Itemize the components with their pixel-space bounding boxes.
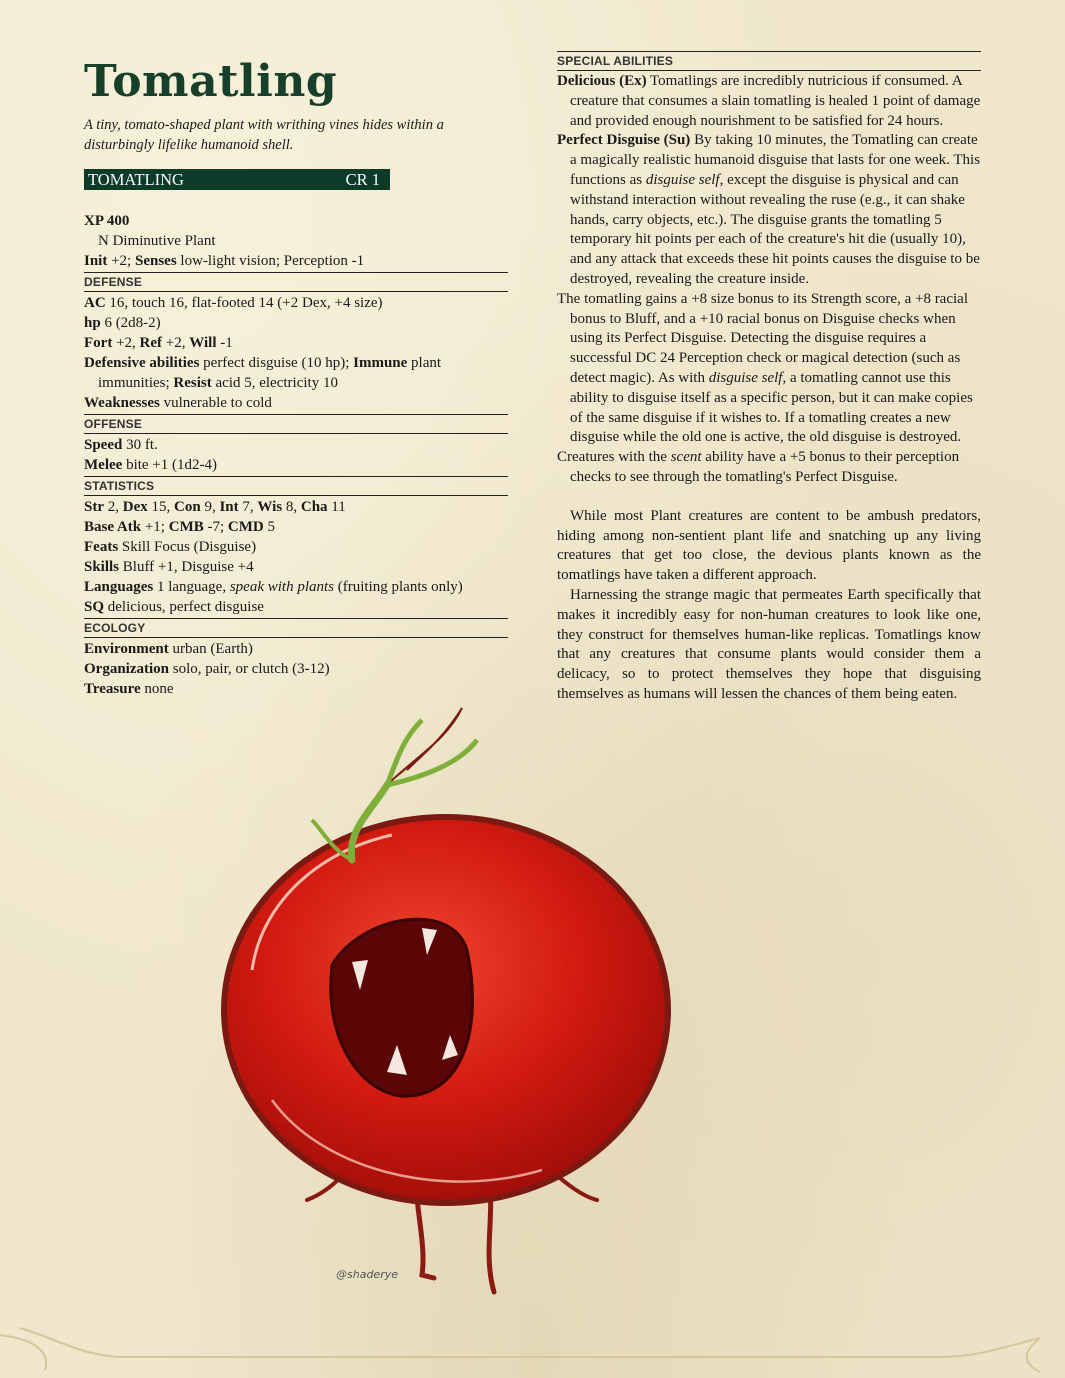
languages-line: Languages 1 language, speak with plants (fruiting plants only) [84, 579, 463, 595]
melee-line: Melee bite +1 (1d2-4) [84, 457, 217, 473]
statblock-column [84, 52, 508, 699]
ability-perfect-disguise: Perfect Disguise (Su) By taking 10 minutes, the Tomatling can create a magically realistic humanoid disguise that lasts for one week. This functions as disguise self, except the disguise is physical and can withstand interaction without revealing the ruse (e.g., it can shake hands, carry objects, etc.). The disguise grants the tomatling 5 temporary hit points per each of the creature's hit die (usually 10), and any attack that exceeds these hit points causes the disguise to be destroyed, revealing the creature inside. [557, 132, 981, 287]
lore-paragraph: Harnessing the strange magic that permeates Earth specifically that makes it incredibly easy for non-human creatures to look like one, they construct for themselves human-like replicas. Tomatlings know that any creatures that consume plants would consider them a delicacy, so to protect themselves they hope that disguising themselves as humans will lessen the chances of them being eaten. [557, 586, 981, 702]
combat-maneuver-line: Base Atk +1; CMB -7; CMD 5 [84, 519, 275, 535]
section-statistics: STATISTICS [84, 476, 508, 496]
section-ecology: ECOLOGY [84, 618, 508, 638]
section-special-abilities: SPECIAL ABILITIES [557, 51, 981, 71]
special-abilities-text [557, 72, 981, 488]
ability-scent-note: Creatures with the scent ability have a +5 bonus to their perception checks to see through the tomatling's Perfect Disguise. [557, 449, 960, 485]
tomatling-illustration [212, 700, 712, 1300]
saves-line: Fort +2, Ref +2, Will -1 [84, 335, 233, 351]
lore-text [557, 507, 981, 705]
section-offense: OFFENSE [84, 414, 508, 434]
artist-signature: @shaderye [336, 1268, 398, 1281]
skills-line: Skills Bluff +1, Disguise +4 [84, 559, 254, 575]
monster-description: A tiny, tomato-shaped plant with writhing vines hides within a disturbingly lifelike humanoid shell. [84, 117, 444, 153]
organization-line: Organization solo, pair, or clutch (3-12) [84, 661, 330, 677]
statblock-title-bar [84, 169, 390, 190]
section-defense: DEFENSE [84, 272, 508, 292]
challenge-rating: CR 1 [345, 170, 380, 189]
lore-paragraph: While most Plant creatures are content to be ambush predators, hiding among non-sentient plant life and snatching up any living creatures that get too close, the devious plants known as the tomatlings have taken a different approach. [557, 507, 981, 584]
ability-perfect-disguise-details: The tomatling gains a +8 size bonus to its Strength score, a +8 racial bonus to Bluff, and a +10 racial bonus on Disguise checks when using its Perfect Disguise. Detecting the disguise requires a successful DC 24 Perception check or magical detection (such as detect magic). As with disguise self, a tomatling cannot use this ability to disguise itself as a specific person, but it can make copies of the same disguise if it wishes to. If a tomatling creates a new disguise while the old one is active, the old disguise is destroyed. [557, 290, 973, 446]
feats-line: Feats Skill Focus (Disguise) [84, 539, 257, 555]
special-qualities-line: SQ delicious, perfect disguise [84, 599, 264, 615]
special-abilities-column [557, 50, 981, 705]
environment-line: Environment urban (Earth) [84, 641, 253, 657]
page-footer-ornament [0, 1300, 1065, 1378]
creature-type: N Diminutive Plant [98, 233, 216, 249]
statblock-name: TOMATLING [88, 170, 184, 189]
defensive-abilities-line: Defensive abilities perfect disguise (10 hp); Immune plant immunities; Resist acid 5, electricity 10 [84, 355, 442, 391]
statblock [84, 211, 508, 699]
page-title: Tomatling [84, 56, 338, 107]
init-line: Init +2; Senses low-light vision; Perception -1 [84, 253, 365, 269]
ac-line: AC 16, touch 16, flat-footed 14 (+2 Dex, +4 size) [84, 295, 383, 311]
ability-delicious: Delicious (Ex) Tomatlings are incredibly nutricious if consumed. A creature that consumes a slain tomatling is healed 1 point of damage and provided enough nourishment to be satisfied for 24 hours. [557, 73, 981, 129]
hp-line: hp 6 (2d8-2) [84, 315, 161, 331]
xp: XP 400 [84, 213, 130, 229]
ability-scores-line: Str 2, Dex 15, Con 9, Int 7, Wis 8, Cha 11 [84, 499, 346, 515]
weaknesses-line: Weaknesses vulnerable to cold [84, 395, 272, 411]
speed-line: Speed 30 ft. [84, 437, 158, 453]
treasure-line: Treasure none [84, 681, 174, 697]
